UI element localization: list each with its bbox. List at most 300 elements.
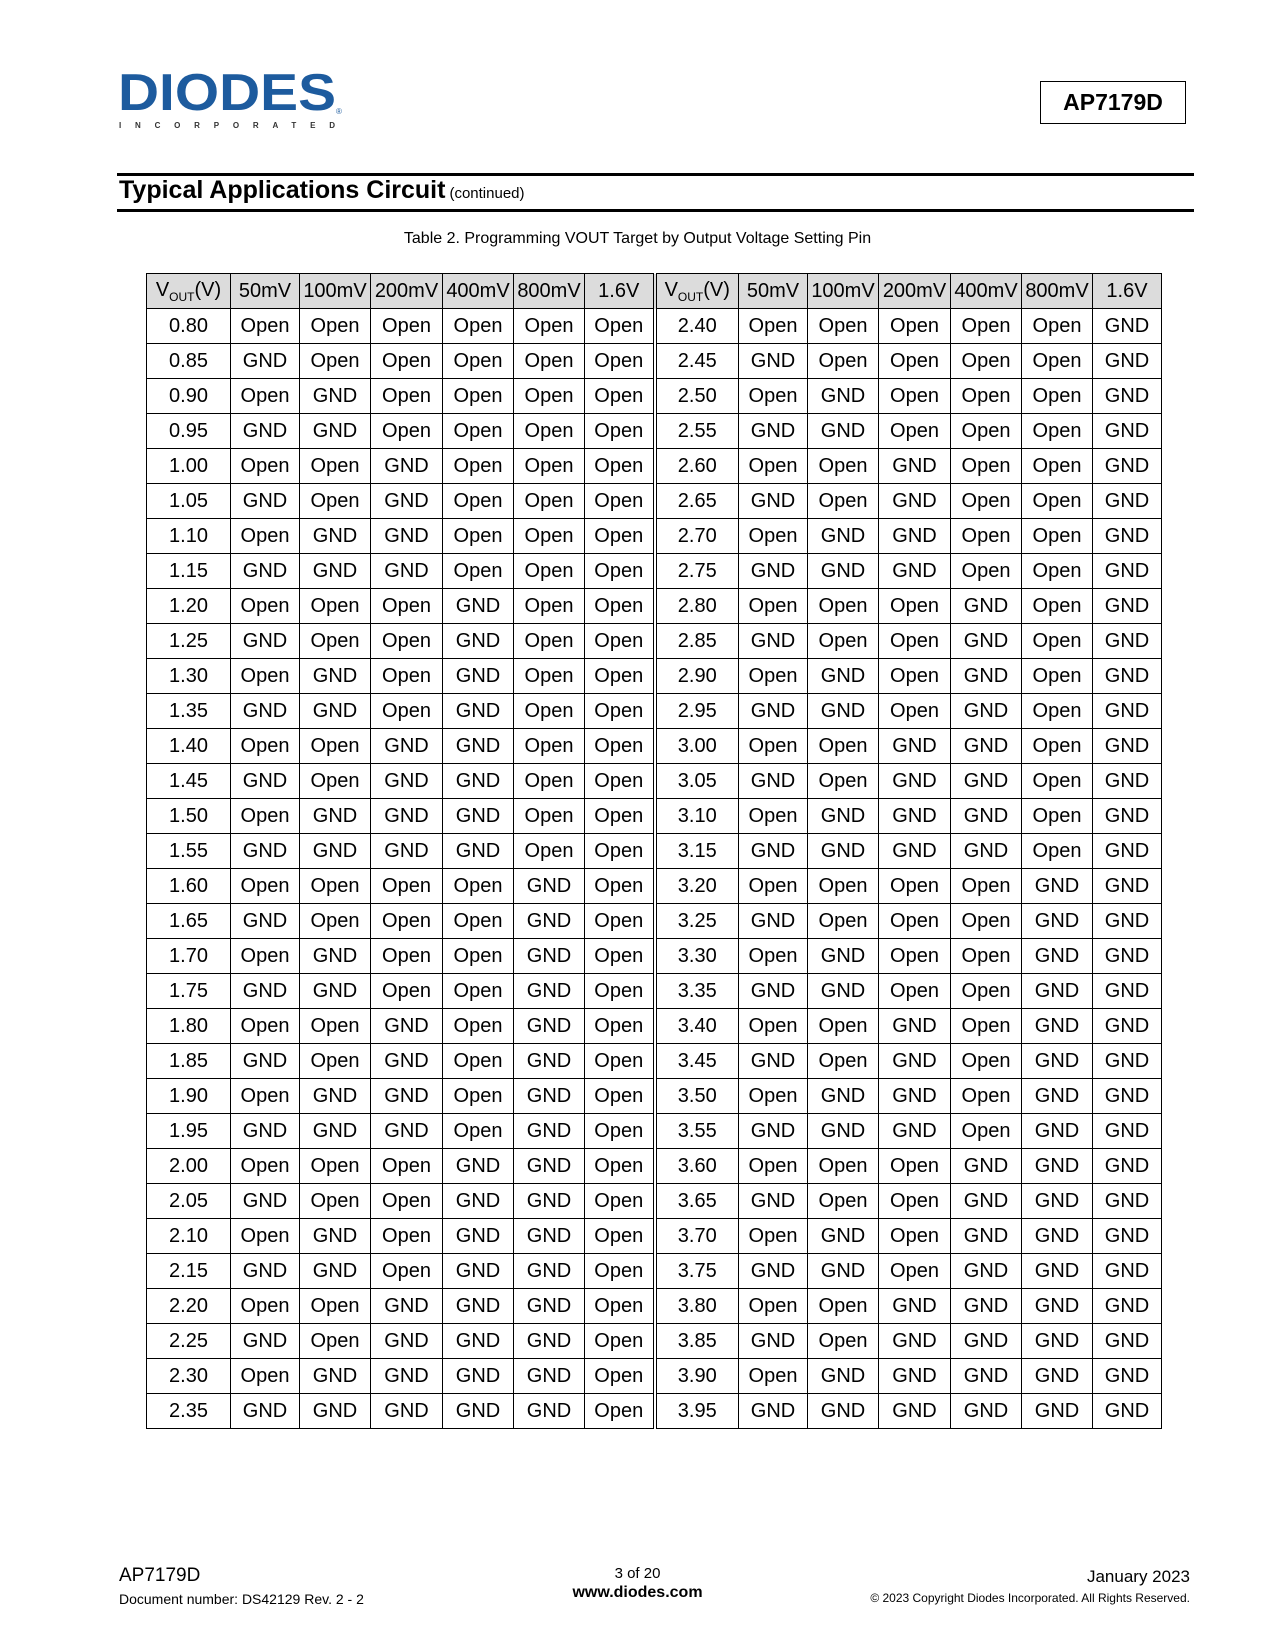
table-row (147, 1114, 1162, 1149)
pin-setting-cell: GND (1022, 1359, 1093, 1394)
pin-setting-cell: Open (951, 554, 1022, 589)
section-title-text: Typical Applications Circuit (119, 176, 446, 204)
vout-cell: 3.40 (655, 1009, 739, 1044)
pin-setting-cell: Open (808, 1184, 879, 1219)
pin-setting-cell: GND (739, 764, 808, 799)
pin-setting-cell: Open (514, 519, 585, 554)
bit-header: 200mV (371, 274, 443, 309)
pin-setting-cell: Open (739, 1079, 808, 1114)
pin-setting-cell: GND (443, 1254, 514, 1289)
pin-setting-cell: GND (951, 1394, 1022, 1429)
pin-setting-cell: Open (585, 1044, 655, 1079)
pin-setting-cell: GND (879, 484, 951, 519)
pin-setting-cell: Open (231, 939, 300, 974)
pin-setting-cell: Open (879, 309, 951, 344)
pin-setting-cell: Open (739, 1009, 808, 1044)
pin-setting-cell: Open (231, 589, 300, 624)
pin-setting-cell: GND (1093, 1079, 1162, 1114)
pin-setting-cell: Open (585, 1149, 655, 1184)
pin-setting-cell: GND (1093, 519, 1162, 554)
pin-setting-cell: GND (808, 379, 879, 414)
pin-setting-cell: Open (585, 1219, 655, 1254)
pin-setting-cell: Open (300, 1289, 371, 1324)
vout-cell: 1.85 (147, 1044, 231, 1079)
pin-setting-cell: GND (371, 519, 443, 554)
pin-setting-cell: GND (1093, 729, 1162, 764)
pin-setting-cell: Open (808, 589, 879, 624)
pin-setting-cell: Open (514, 554, 585, 589)
pin-setting-cell: Open (300, 1184, 371, 1219)
pin-setting-cell: Open (951, 974, 1022, 1009)
pin-setting-cell: Open (371, 869, 443, 904)
pin-setting-cell: Open (951, 1079, 1022, 1114)
pin-setting-cell: GND (1093, 659, 1162, 694)
pin-setting-cell: Open (951, 869, 1022, 904)
vout-cell: 3.70 (655, 1219, 739, 1254)
pin-setting-cell: GND (879, 1044, 951, 1079)
bit-header: 400mV (951, 274, 1022, 309)
vout-cell: 1.45 (147, 764, 231, 799)
pin-setting-cell: GND (1022, 1219, 1093, 1254)
logo-subtext: INCORPORATED (119, 121, 335, 130)
pin-setting-cell: Open (879, 1254, 951, 1289)
pin-setting-cell: GND (1022, 1009, 1093, 1044)
pin-setting-cell: GND (1093, 1324, 1162, 1359)
pin-setting-cell: GND (371, 484, 443, 519)
pin-setting-cell: GND (879, 1289, 951, 1324)
pin-setting-cell: Open (514, 624, 585, 659)
pin-setting-cell: Open (879, 1219, 951, 1254)
vout-cell: 1.55 (147, 834, 231, 869)
table-row (147, 904, 1162, 939)
pin-setting-cell: GND (300, 1254, 371, 1289)
pin-setting-cell: GND (1022, 1289, 1093, 1324)
pin-setting-cell: GND (1022, 1044, 1093, 1079)
pin-setting-cell: Open (585, 1394, 655, 1429)
vout-cell: 2.50 (655, 379, 739, 414)
part-number-badge: AP7179D (1040, 81, 1186, 124)
bit-header: 200mV (879, 274, 951, 309)
pin-setting-cell: Open (443, 344, 514, 379)
pin-setting-cell: GND (443, 1394, 514, 1429)
pin-setting-cell: GND (951, 1184, 1022, 1219)
vout-cell: 2.40 (655, 309, 739, 344)
pin-setting-cell: GND (443, 589, 514, 624)
pin-setting-cell: Open (585, 519, 655, 554)
pin-setting-cell: GND (879, 1079, 951, 1114)
pin-setting-cell: Open (808, 1009, 879, 1044)
pin-setting-cell: Open (585, 869, 655, 904)
pin-setting-cell: Open (585, 589, 655, 624)
pin-setting-cell: GND (951, 589, 1022, 624)
vout-cell: 0.85 (147, 344, 231, 379)
vout-header-left: $V_{OUT}(V)$ (147, 274, 231, 309)
vout-cell: 1.70 (147, 939, 231, 974)
pin-setting-cell: GND (739, 1184, 808, 1219)
vout-programming-table (146, 273, 1162, 1429)
pin-setting-cell: GND (879, 1394, 951, 1429)
pin-setting-cell: Open (739, 1359, 808, 1394)
pin-setting-cell: GND (879, 729, 951, 764)
pin-setting-cell: Open (951, 309, 1022, 344)
pin-setting-cell: GND (1022, 1184, 1093, 1219)
pin-setting-cell: Open (585, 554, 655, 589)
pin-setting-cell: GND (300, 1359, 371, 1394)
pin-setting-cell: Open (739, 729, 808, 764)
pin-setting-cell: GND (739, 484, 808, 519)
section-continued: (continued) (449, 185, 525, 202)
pin-setting-cell: GND (300, 939, 371, 974)
pin-setting-cell: Open (231, 309, 300, 344)
table-row (147, 519, 1162, 554)
pin-setting-cell: GND (371, 764, 443, 799)
pin-setting-cell: Open (443, 414, 514, 449)
pin-setting-cell: Open (808, 869, 879, 904)
vout-cell: 1.10 (147, 519, 231, 554)
table-body (147, 309, 1162, 1429)
pin-setting-cell: GND (1093, 939, 1162, 974)
pin-setting-cell: Open (879, 589, 951, 624)
pin-setting-cell: GND (1093, 1044, 1162, 1079)
pin-setting-cell: Open (300, 1009, 371, 1044)
pin-setting-cell: GND (371, 799, 443, 834)
pin-setting-cell: Open (231, 379, 300, 414)
table-row (147, 1359, 1162, 1394)
pin-setting-cell: Open (951, 484, 1022, 519)
pin-setting-cell: GND (371, 554, 443, 589)
pin-setting-cell: GND (514, 1044, 585, 1079)
vout-cell: 2.20 (147, 1289, 231, 1324)
pin-setting-cell: Open (739, 869, 808, 904)
pin-setting-cell: GND (514, 1324, 585, 1359)
pin-setting-cell: GND (739, 344, 808, 379)
pin-setting-cell: Open (1022, 834, 1093, 869)
table-row (147, 1009, 1162, 1044)
pin-setting-cell: GND (879, 799, 951, 834)
pin-setting-cell: Open (808, 764, 879, 799)
pin-setting-cell: Open (300, 904, 371, 939)
pin-setting-cell: Open (443, 1044, 514, 1079)
pin-setting-cell: GND (514, 1149, 585, 1184)
table-row (147, 729, 1162, 764)
pin-setting-cell: GND (1093, 414, 1162, 449)
pin-setting-cell: GND (300, 554, 371, 589)
pin-setting-cell: Open (739, 589, 808, 624)
vout-cell: 1.05 (147, 484, 231, 519)
pin-setting-cell: Open (879, 974, 951, 1009)
pin-setting-cell: Open (808, 729, 879, 764)
pin-setting-cell: GND (514, 1009, 585, 1044)
pin-setting-cell: Open (231, 1009, 300, 1044)
pin-setting-cell: Open (585, 449, 655, 484)
pin-setting-cell: Open (231, 1219, 300, 1254)
pin-setting-cell: Open (739, 1289, 808, 1324)
pin-setting-cell: GND (443, 834, 514, 869)
pin-setting-cell: Open (951, 1009, 1022, 1044)
pin-setting-cell: GND (879, 1359, 951, 1394)
vout-cell: 1.95 (147, 1114, 231, 1149)
pin-setting-cell: Open (585, 1114, 655, 1149)
logo-wordmark: DIODES (118, 68, 336, 122)
pin-setting-cell: Open (300, 1044, 371, 1079)
pin-setting-cell: GND (514, 939, 585, 974)
pin-setting-cell: GND (739, 1394, 808, 1429)
bit-header: 50mV (739, 274, 808, 309)
pin-setting-cell: Open (951, 414, 1022, 449)
pin-setting-cell: Open (443, 484, 514, 519)
pin-setting-cell: Open (879, 659, 951, 694)
pin-setting-cell: GND (514, 1394, 585, 1429)
vout-cell: 2.65 (655, 484, 739, 519)
pin-setting-cell: Open (1022, 414, 1093, 449)
pin-setting-cell: GND (231, 554, 300, 589)
bit-header: 100mV (300, 274, 371, 309)
pin-setting-cell: GND (739, 834, 808, 869)
pin-setting-cell: Open (1022, 659, 1093, 694)
pin-setting-cell: GND (443, 764, 514, 799)
vout-cell: 1.60 (147, 869, 231, 904)
vout-cell: 1.80 (147, 1009, 231, 1044)
pin-setting-cell: Open (371, 659, 443, 694)
pin-setting-cell: GND (951, 1324, 1022, 1359)
pin-setting-cell: GND (1022, 1394, 1093, 1429)
table-row (147, 1289, 1162, 1324)
pin-setting-cell: Open (739, 519, 808, 554)
vout-cell: 1.00 (147, 449, 231, 484)
table-row (147, 554, 1162, 589)
pin-setting-cell: Open (443, 309, 514, 344)
pin-setting-cell: GND (371, 1009, 443, 1044)
pin-setting-cell: GND (514, 1219, 585, 1254)
pin-setting-cell: Open (879, 1184, 951, 1219)
pin-setting-cell: GND (1022, 939, 1093, 974)
table-row (147, 1044, 1162, 1079)
pin-setting-cell: Open (1022, 344, 1093, 379)
pin-setting-cell: GND (951, 1289, 1022, 1324)
pin-setting-cell: GND (231, 1114, 300, 1149)
pin-setting-cell: Open (951, 1044, 1022, 1079)
pin-setting-cell: Open (514, 729, 585, 764)
pin-setting-cell: GND (371, 1394, 443, 1429)
pin-setting-cell: Open (231, 1359, 300, 1394)
pin-setting-cell: Open (1022, 379, 1093, 414)
pin-setting-cell: Open (1022, 519, 1093, 554)
pin-setting-cell: Open (443, 449, 514, 484)
pin-setting-cell: GND (951, 1254, 1022, 1289)
pin-setting-cell: Open (739, 309, 808, 344)
pin-setting-cell: GND (808, 694, 879, 729)
vout-cell: 1.50 (147, 799, 231, 834)
pin-setting-cell: GND (514, 1359, 585, 1394)
vout-cell: 2.15 (147, 1254, 231, 1289)
pin-setting-cell: GND (1093, 764, 1162, 799)
pin-setting-cell: Open (585, 1184, 655, 1219)
pin-setting-cell: GND (1093, 834, 1162, 869)
pin-setting-cell: Open (443, 904, 514, 939)
pin-setting-cell: Open (585, 764, 655, 799)
pin-setting-cell: Open (585, 1009, 655, 1044)
pin-setting-cell: GND (371, 729, 443, 764)
pin-setting-cell: GND (371, 1044, 443, 1079)
vout-cell: 0.95 (147, 414, 231, 449)
footer-copyright: © 2023 Copyright Diodes Incorporated. All Rights Reserved. (870, 1591, 1190, 1605)
pin-setting-cell: Open (951, 449, 1022, 484)
table-row (147, 1219, 1162, 1254)
pin-setting-cell: GND (739, 1324, 808, 1359)
pin-setting-cell: GND (879, 764, 951, 799)
table-row (147, 1149, 1162, 1184)
vout-cell: 2.45 (655, 344, 739, 379)
pin-setting-cell: Open (585, 309, 655, 344)
pin-setting-cell: Open (231, 519, 300, 554)
pin-setting-cell: Open (300, 484, 371, 519)
pin-setting-cell: GND (1093, 1149, 1162, 1184)
pin-setting-cell: GND (951, 1149, 1022, 1184)
vout-cell: 3.85 (655, 1324, 739, 1359)
pin-setting-cell: Open (443, 1114, 514, 1149)
vout-cell: 3.20 (655, 869, 739, 904)
pin-setting-cell: GND (808, 1219, 879, 1254)
pin-setting-cell: GND (879, 554, 951, 589)
vout-cell: 2.80 (655, 589, 739, 624)
pin-setting-cell: Open (300, 729, 371, 764)
vout-cell: 3.05 (655, 764, 739, 799)
pin-setting-cell: Open (585, 1079, 655, 1114)
pin-setting-cell: Open (371, 974, 443, 1009)
pin-setting-cell: Open (514, 799, 585, 834)
pin-setting-cell: Open (443, 939, 514, 974)
pin-setting-cell: GND (879, 1324, 951, 1359)
bit-header: 100mV (808, 274, 879, 309)
pin-setting-cell: Open (1022, 554, 1093, 589)
pin-setting-cell: Open (879, 624, 951, 659)
vout-cell: 2.60 (655, 449, 739, 484)
pin-setting-cell: GND (1022, 974, 1093, 1009)
pin-setting-cell: Open (514, 309, 585, 344)
pin-setting-cell: GND (808, 799, 879, 834)
pin-setting-cell: Open (808, 309, 879, 344)
pin-setting-cell: Open (514, 344, 585, 379)
pin-setting-cell: Open (371, 344, 443, 379)
pin-setting-cell: Open (808, 1044, 879, 1079)
pin-setting-cell: Open (300, 344, 371, 379)
pin-setting-cell: GND (300, 414, 371, 449)
pin-setting-cell: Open (585, 974, 655, 1009)
table-row (147, 659, 1162, 694)
pin-setting-cell: GND (951, 834, 1022, 869)
pin-setting-cell: Open (231, 799, 300, 834)
pin-setting-cell: GND (739, 904, 808, 939)
pin-setting-cell: Open (585, 1254, 655, 1289)
pin-setting-cell: GND (443, 1219, 514, 1254)
pin-setting-cell: GND (443, 1149, 514, 1184)
pin-setting-cell: GND (1093, 694, 1162, 729)
pin-setting-cell: Open (371, 904, 443, 939)
pin-setting-cell: Open (300, 1149, 371, 1184)
pin-setting-cell: GND (443, 1184, 514, 1219)
table-row (147, 449, 1162, 484)
pin-setting-cell: GND (300, 1394, 371, 1429)
pin-setting-cell: GND (1093, 1289, 1162, 1324)
pin-setting-cell: GND (300, 519, 371, 554)
pin-setting-cell: Open (739, 1149, 808, 1184)
vout-cell: 3.80 (655, 1289, 739, 1324)
vout-cell: 1.75 (147, 974, 231, 1009)
pin-setting-cell: Open (951, 519, 1022, 554)
pin-setting-cell: Open (231, 1289, 300, 1324)
table-row (147, 974, 1162, 1009)
vout-cell: 3.35 (655, 974, 739, 1009)
pin-setting-cell: GND (1093, 1359, 1162, 1394)
pin-setting-cell: GND (1022, 1114, 1093, 1149)
pin-setting-cell: GND (879, 1009, 951, 1044)
pin-setting-cell: GND (879, 1114, 951, 1149)
vout-cell: 3.45 (655, 1044, 739, 1079)
pin-setting-cell: GND (808, 939, 879, 974)
vout-cell: 0.90 (147, 379, 231, 414)
pin-setting-cell: Open (514, 764, 585, 799)
vout-cell: 2.30 (147, 1359, 231, 1394)
table-row (147, 764, 1162, 799)
bit-header: 50mV (231, 274, 300, 309)
vout-cell: 2.35 (147, 1394, 231, 1429)
pin-setting-cell: GND (808, 1079, 879, 1114)
table-row (147, 1079, 1162, 1114)
pin-setting-cell: GND (300, 379, 371, 414)
pin-setting-cell: Open (443, 974, 514, 1009)
table-row (147, 309, 1162, 344)
pin-setting-cell: GND (371, 1289, 443, 1324)
table-row (147, 799, 1162, 834)
pin-setting-cell: GND (1093, 309, 1162, 344)
vout-cell: 2.05 (147, 1184, 231, 1219)
pin-setting-cell: Open (951, 939, 1022, 974)
vout-cell: 2.95 (655, 694, 739, 729)
pin-setting-cell: Open (300, 624, 371, 659)
pin-setting-cell: GND (739, 694, 808, 729)
pin-setting-cell: Open (879, 939, 951, 974)
vout-cell: 3.50 (655, 1079, 739, 1114)
pin-setting-cell: Open (879, 904, 951, 939)
pin-setting-cell: GND (808, 1114, 879, 1149)
pin-setting-cell: Open (585, 939, 655, 974)
vout-cell: 2.75 (655, 554, 739, 589)
pin-setting-cell: Open (300, 449, 371, 484)
pin-setting-cell: Open (585, 834, 655, 869)
vout-cell: 3.60 (655, 1149, 739, 1184)
vout-cell: 3.95 (655, 1394, 739, 1429)
pin-setting-cell: Open (443, 1079, 514, 1114)
pin-setting-cell: Open (514, 694, 585, 729)
pin-setting-cell: GND (231, 904, 300, 939)
pin-setting-cell: GND (514, 1114, 585, 1149)
table-row (147, 1394, 1162, 1429)
pin-setting-cell: GND (808, 974, 879, 1009)
pin-setting-cell: Open (808, 1324, 879, 1359)
pin-setting-cell: Open (514, 484, 585, 519)
pin-setting-cell: GND (739, 974, 808, 1009)
pin-setting-cell: Open (371, 1254, 443, 1289)
pin-setting-cell: Open (585, 1324, 655, 1359)
pin-setting-cell: GND (231, 1184, 300, 1219)
pin-setting-cell: Open (808, 624, 879, 659)
pin-setting-cell: GND (514, 1289, 585, 1324)
pin-setting-cell: Open (739, 1219, 808, 1254)
pin-setting-cell: Open (585, 1289, 655, 1324)
pin-setting-cell: GND (371, 834, 443, 869)
pin-setting-cell: Open (739, 659, 808, 694)
website-link[interactable]: www.diodes.com (572, 1584, 703, 1601)
